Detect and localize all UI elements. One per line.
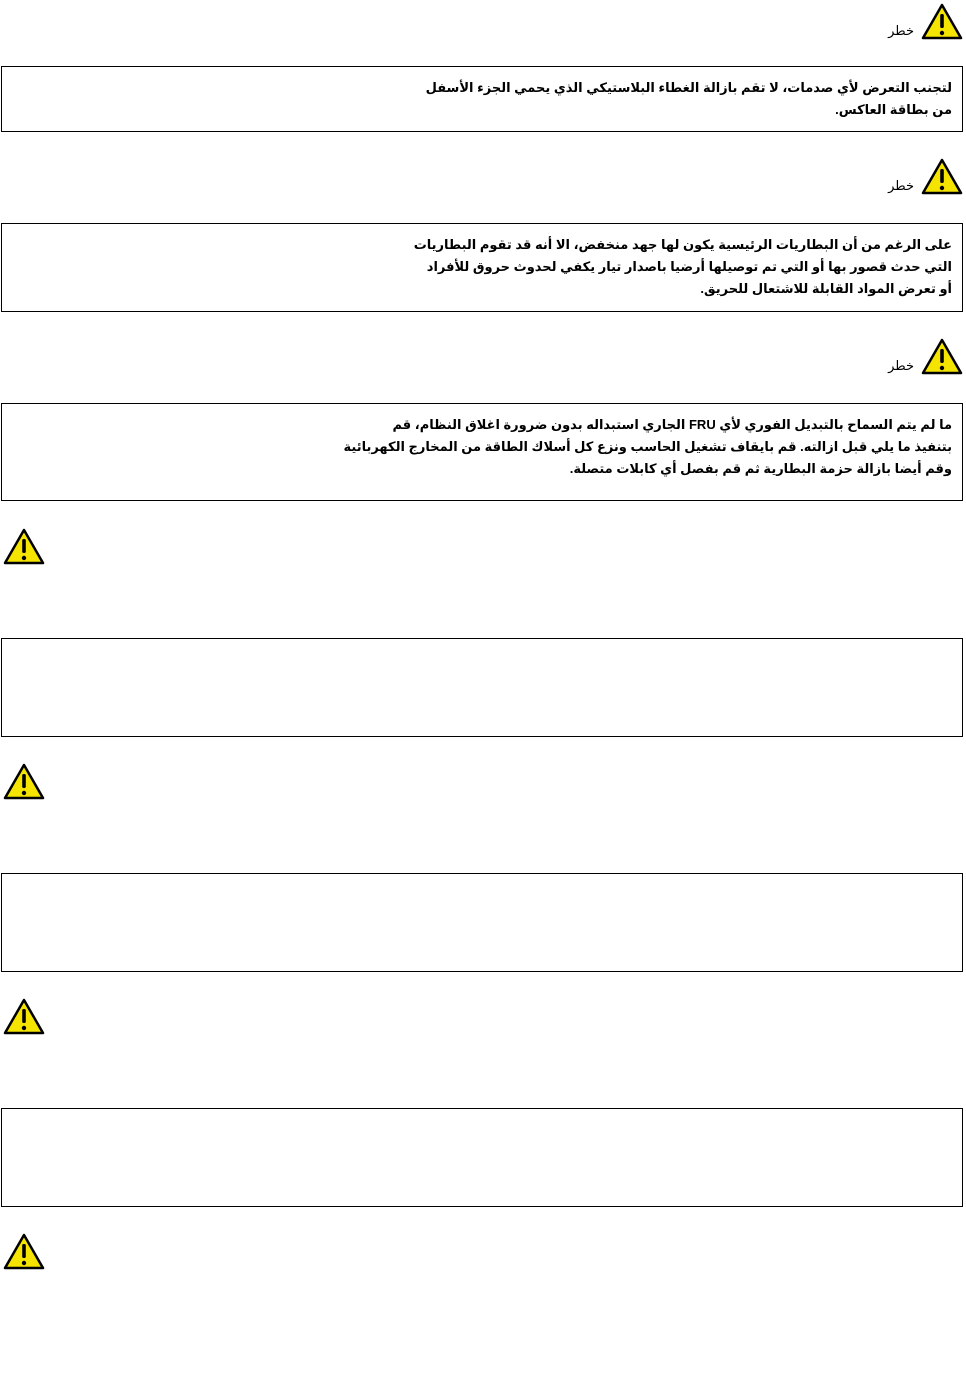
warning-triangle-icon — [920, 2, 964, 42]
danger-header-3 — [888, 335, 964, 377]
danger-header-1 — [888, 0, 964, 42]
warning-triangle-icon — [2, 762, 46, 802]
notice-line: التي حدث قصور بها أو التي تم توصيلها أرضيا باصدار تيار يكفي لحدوث حروق للأفراد — [426, 259, 952, 274]
notice-line: وقم أيضا بازالة حزمة البطارية ثم قم بفصل أي كابلات متصلة. — [569, 461, 952, 476]
notice-line: على الرغم من أن البطاريات الرئيسية يكون لها جهد منخفض، الا أنه قد تقوم البطاريات — [413, 237, 952, 252]
danger-label: خطر — [888, 23, 914, 38]
danger-label: خطر — [888, 358, 914, 373]
notice-line: ما لم يتم السماح بالتبديل الفوري لأي FRU الجاري استبداله بدون ضرورة اغلاق النظام، قم — [392, 417, 952, 432]
danger-header-2 — [888, 155, 964, 197]
notice-box-5 — [1, 873, 963, 972]
notice-line: أو تعرض المواد القابلة للاشتعال للحريق. — [700, 281, 952, 296]
notice-line: لتجنب التعرض لأي صدمات، لا تقم بازالة الغطاء البلاستيكي الذي يحمي الجزء الأسفل — [425, 80, 952, 95]
notice-box-2 — [1, 223, 963, 312]
notice-box-4 — [1, 638, 963, 737]
warning-triangle-icon — [2, 1232, 46, 1272]
notice-line: بتنفيذ ما يلي قبل ازالته. قم بايقاف تشغيل الحاسب ونزع كل أسلاك الطاقة من المخارج الكهربائية — [343, 439, 952, 454]
warning-triangle-icon — [2, 997, 46, 1037]
warning-triangle-icon — [2, 527, 46, 567]
notice-line: من بطاقة العاكس. — [835, 102, 952, 117]
warning-triangle-icon — [920, 157, 964, 197]
warning-triangle-icon — [920, 337, 964, 377]
danger-label: خطر — [888, 178, 914, 193]
notice-box-6 — [1, 1108, 963, 1207]
notice-box-3 — [1, 403, 963, 501]
notice-box-1 — [1, 66, 963, 132]
